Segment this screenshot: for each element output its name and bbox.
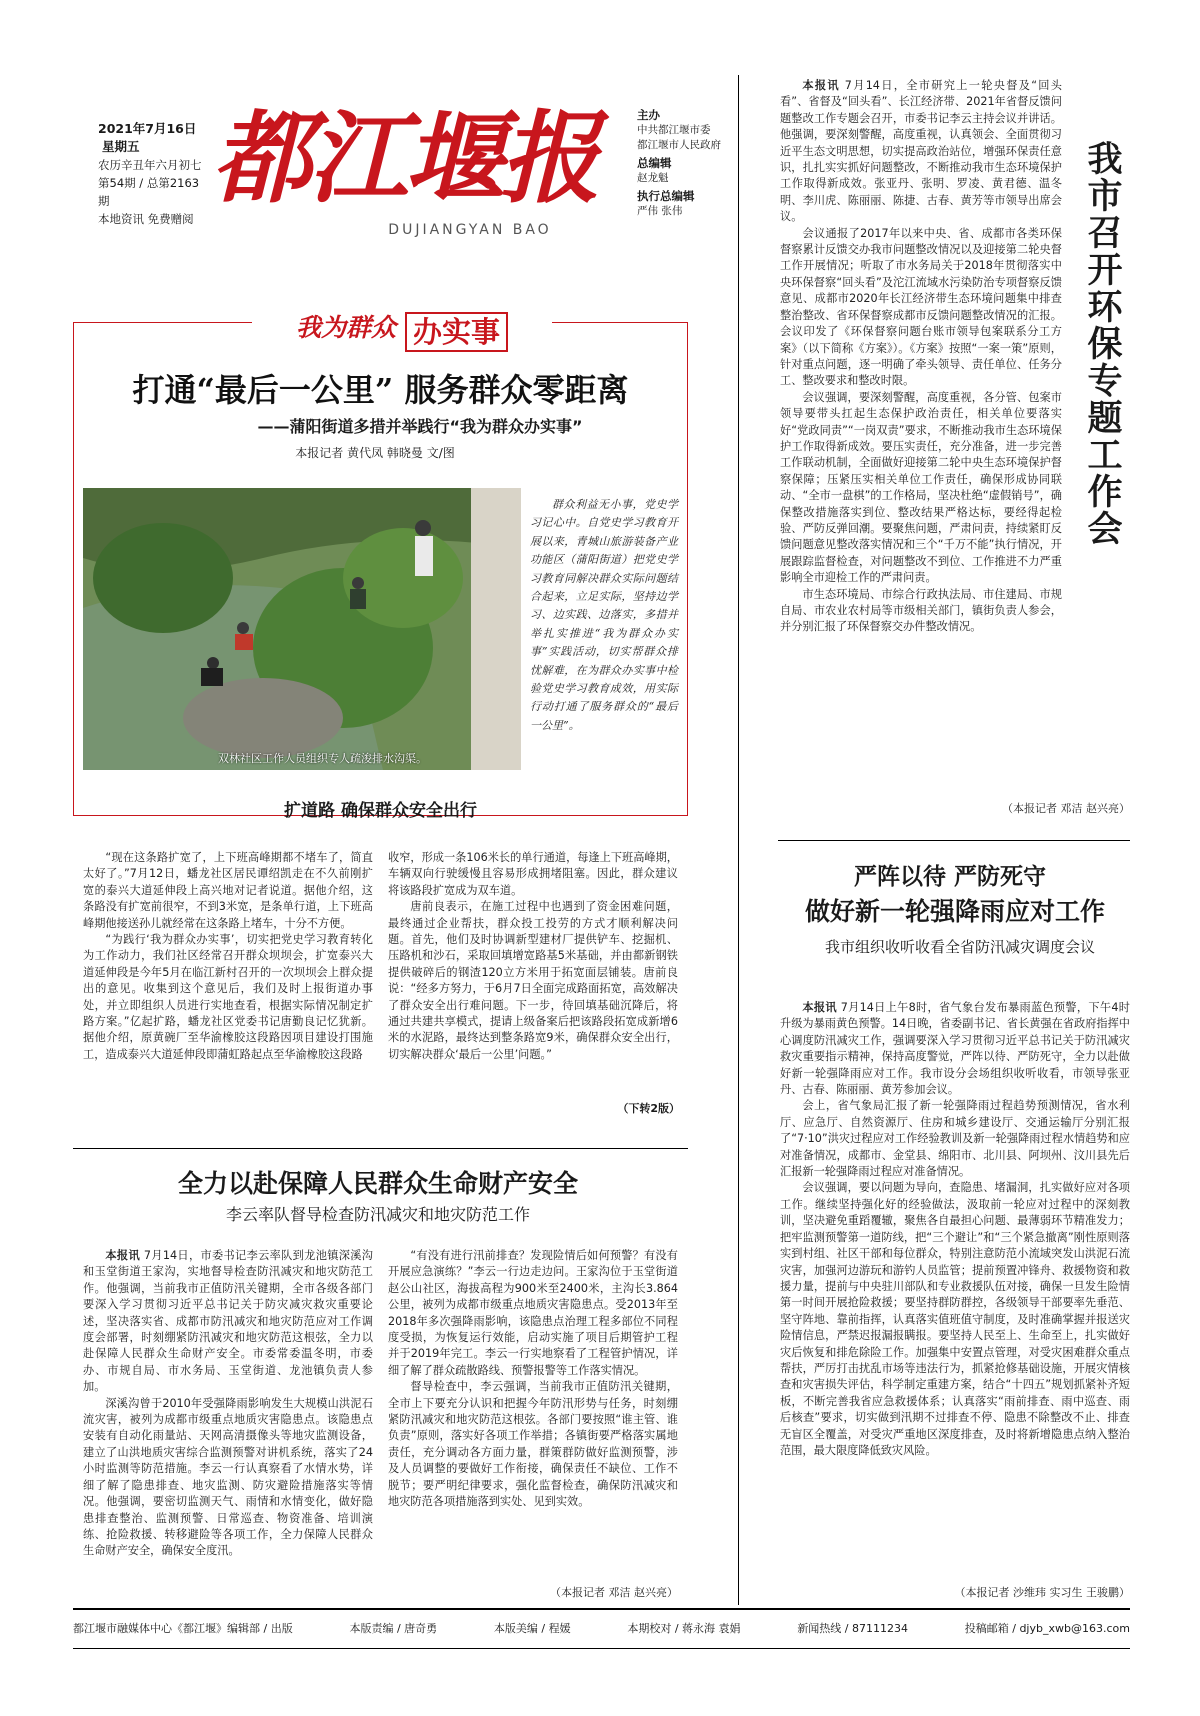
- bottom-rule-2: [73, 1648, 1130, 1649]
- right-story-byline: （本报记者 邓洁 赵兴亮）: [1002, 802, 1130, 815]
- bottom-story-byline: （本报记者 邓洁 赵兴亮）: [550, 1586, 678, 1599]
- lead-story-photo: [83, 488, 521, 770]
- bottom-story-title: 全力以赴保障人民群众生命财产安全: [177, 1169, 578, 1198]
- bottom-col1-p1-text: 7月14日，市委书记李云率队到龙池镇深溪沟和玉堂街道王家沟，实地督导检查防汛减灾和地灾防范工作。他强调，当前我市正值防汛关键期，全市各级各部门要深入学习贯彻习近平总书记关于防灾减灾救灾重要论述，坚决落实省、成都市防汛减灾和地灾防范应对工作调度会部署，时刻绷紧防汛减灾和地灾防范这根弦，全力以赴保障人民群众生命财产安全。市委常委温冬明，市委办、市规自局、市水务局、玉堂街道、龙池镇负责人参加。: [83, 1249, 373, 1394]
- footer: [73, 1618, 1130, 1640]
- lead-col1-p2: “为践行‘我为群众办实事’，切实把党史学习教育转化为工作动力，我们社区经常召开群众坝坝会，扩宽泰兴大道延伸段是今年5月在临江新村召开的一次坝坝会上群众提出的意见。收集到这个意见后，我们及时上报街道办事处，并立即组织人员进行实地查看，根据实际情况制定扩路方案。”亿起扩路，蟠龙社区党委书记唐勤良记忆犹新。据他介绍，原黄碗厂至华渝橡胶这段路因项目建设打围施工，造成泰兴大道延伸段即蒲虹路起点至华渝橡胶这段路: [83, 933, 373, 1061]
- flood-story-subtitle: 我市组织收听收看全省防汛减灾调度会议: [825, 938, 1096, 956]
- bottom-story-subtitle: 李云率队督导检查防汛减灾和地灾防范工作: [225, 1205, 530, 1224]
- right-story-p1-text: 7月14日，全市研究上一轮央督及“回头看”、省督及“回头看”、长江经济带、2021年省督反馈问题整改工作专题会召开，市委书记李云主持会议并讲话。他强调，要深刻警醒，高度重视，认真领会、全面贯彻习近平生态文明思想，切实提高政治站位，增强环保责任意识，扎扎实实抓好问题整改，不断推动我市生态环境保护工作取得新成效。张亚丹、张明、罗凌、黄君德、温冬明、李川虎、陈丽丽、陈捷、古春、黄芳等市领导出席会议。: [780, 79, 1062, 224]
- banner: [252, 308, 552, 350]
- right-story-p2: 会议通报了2017年以来中央、省、成都市各类环保督察累计反馈交办我市问题整改情况以及迎接第二轮央督工作开展情况；听取了市水务局关于2018年贯彻落实中央环保督察“回头看”及沱江流域水污染防治专项督察反馈意见、成都市2020年长江经济带生态环境问题集中排查整治整改、省环保督察成都市反馈问题整改情况的汇报。会议印发了《环保督察问题台账市领导包案联系分工方案》（以下简称《方案》）。《方案》按照“一案一策”原则，针对重点问题，逐一明确了牵头领导、责任单位、任务分工、整改要求和整改时限。: [780, 226, 1062, 388]
- exec-name: 严伟 张伟: [637, 205, 683, 217]
- footer-hotline: 新闻热线 / 87111234: [797, 1622, 908, 1635]
- footer-editor: 本版责编 / 唐奇勇: [349, 1622, 438, 1635]
- flood-story-title-1: 严阵以待 严防死守: [853, 863, 1046, 890]
- bottom-col1-p1: [83, 1248, 373, 1396]
- exec-label: 执行总编辑: [637, 189, 695, 203]
- bottom-col2-p2: 督导检查中，李云强调，当前我市正值防汛关键期，全市上下要充分认识和把握今年防汛形势与任务，时刻绷紧防汛减灾和地灾防范这根弦。各部门要按照“谁主管、谁负责”原则，落实好各项工作举措；各镇街要严格落实属地责任，充分调动各方面力量，群策群防做好监测预警，涉及人员调整的要做好工作衔接，确保责任不缺位、工作不脱节；要严明纪律要求，强化监督检查，确保防汛减灾和地灾防范各项措施落到实处、见到实效。: [388, 1380, 678, 1509]
- footer-publisher: 都江堰市融媒体中心《都江堰》编辑部 / 出版: [73, 1622, 293, 1635]
- lead-story-section-heading: 扩道路 确保群众安全出行: [284, 801, 477, 821]
- photo-caption: 双林社区工作人员组织专人疏浚排水沟渠。: [218, 752, 427, 765]
- bottom-col2-p1: “有没有进行汛前排查？发现险情后如何预警？有没有开展应急演练？”李云一行边走边问。王家沟位于玉堂街道赵公山社区，海拔高程为900米至2400米，主沟长3.864公里，被列为成都市级重点地质灾害隐患点。受2013年至2018年多次强降雨影响，该隐患点治理工程多部位不同程度受损，为恢复运行效能，启动实施了项目后期管护工程并于2019年完工。李云一行实地察看了工程管护情况，详细了解了群众疏散路线、预警报警等工作落实情况。: [388, 1249, 678, 1377]
- right-story-p3: 会议强调，要深刻警醒，高度重视，各分管、包案市领导要带头扛起生态保护政治责任，相关单位要落实好“党政同责”“一岗双责”要求，不断推动我市生态环境保护工作取得新成效。要压实责任，充分准备，进一步完善工作联动机制，全面做好迎接第二轮中央生态环境保护督察保障；压紧压实相关单位工作责任，确保形成协同联动、“全市一盘棋”的工作格局，坚决杜绝“虚假销号”，确保整改措施落实到位、整改结果严格达标，要经得起检验、严防反弹回潮。要聚焦问题，严肃问责，持续紧盯反馈问题意见整改落实情况和三个“千万不能”执行情况，开展跟踪监督检查，对问题整改不到位、工作推进不力严重影响全市迎检工作的严肃问责。: [780, 390, 1062, 585]
- right-story-tag: 本报讯: [802, 79, 840, 92]
- flood-story-body: [780, 1000, 1130, 1459]
- masthead-free: 本地资讯 免费赠阅: [98, 212, 194, 226]
- lead-story-subtitle: ——蒲阳街道多措并举践行“我为群众办实事”: [257, 417, 583, 436]
- masthead-date-block: [98, 120, 203, 228]
- lead-story-continue: （下转2版）: [617, 1102, 680, 1115]
- lead-story-col1: [83, 850, 373, 1063]
- flood-story-title-2: 做好新一轮强降雨应对工作: [804, 897, 1105, 926]
- right-story-p1: [780, 78, 1062, 226]
- right-story-title: 我市召开环保专题工作会: [1082, 140, 1123, 547]
- footer-proof: 本期校对 / 蒋永海 袁娟: [627, 1622, 741, 1635]
- column-divider: [738, 75, 739, 1605]
- bottom-story-col2: [388, 1248, 678, 1511]
- bottom-rule-1: [73, 1608, 1130, 1610]
- masthead-title: 都江堰报: [212, 99, 596, 217]
- masthead-weekday: 星期五: [102, 139, 140, 154]
- masthead-pinyin: DUJIANGYAN BAO: [388, 222, 552, 238]
- masthead-sponsor-block: [637, 108, 732, 219]
- sponsor-2: 都江堰市人民政府: [637, 139, 721, 151]
- lead-col1-p1: “现在这条路扩宽了，上下班高峰期都不堵车了，简直太好了。”7月12日，蟠龙社区居民谭绍凯走在不久前刚扩宽的泰兴大道延伸段上高兴地对记者说道。据他介绍，这条路没有扩宽前很窄，不到3米宽，是条单行道，上下班高峰期他接送孙儿就经常在这条路上堵车，十分不方便。: [83, 851, 373, 930]
- bottom-story-tag: 本报讯: [105, 1249, 140, 1262]
- sponsor-label: 主办: [637, 108, 660, 122]
- flood-story-byline: （本报记者 沙维玮 实习生 王骏鹏）: [954, 1586, 1130, 1599]
- flood-story-p1-text: 7月14日上午8时，省气象台发布暴雨蓝色预警，下午4时升级为暴雨黄色预警。14日晚，省委副书记、省长黄强在省政府指挥中心调度防汛减灾工作，强调要深入学习贯彻习近平总书记关于防汛减灾救灾重要指示精神，保持高度警觉，严阵以待、严防死守，全力以赴做好新一轮强降雨应对工作。我市设分会场组织收听收看，市领导张亚丹、古春、陈丽丽、黄芳参加会议。: [780, 1001, 1130, 1097]
- editor-label: 总编辑: [637, 156, 672, 170]
- banner-part2: 办实事: [405, 312, 508, 352]
- flood-story-p3: 会议强调，要以问题为导向，查隐患、堵漏洞，扎实做好应对各项工作。继续坚持强化好的经验做法，汲取前一轮应对过程中的深刻教训，坚决避免重蹈覆辙，聚焦各自最担心问题、最薄弱环节精准发力；把牢监测预警第一道防线，把“三个避让”和“三个紧急撤离”刚性原则落实到村组、社区干部和每位群众，特别注意防范小流域突发山洪泥石流灾害，加强河边游玩和游钓人员监管；提前预置冲锋舟、救援物资和救援力量，提前与中央驻川部队和专业救援队伍对接，确保一旦发生险情第一时间开展抢险救援；要坚持群防群控，各级领导干部要率先垂范、坚守阵地、靠前指挥，认真落实值班值守制度，及时准确掌握并报送灾险情信息，严禁迟报漏报瞒报。要坚持人民至上、生命至上，扎实做好灾后恢复和排危除险工作。加强集中安置点管理，对受灾困难群众重点帮扶，严厉打击扰乱市场等违法行为，抓紧抢修基础设施，开展灾情核查和灾害损失评估，科学制定重建方案，结合“十四五”规划抓紧补齐短板，不断完善我省应急救援体系；认真落实“雨前排查、雨中巡查、雨后核查”要求，切实做到汛期不过排查不停、隐患不除整改不止、排查无盲区全覆盖，对受灾严重地区深度排查，及时将新增隐患点纳入整治范围，最大限度降低致灾风险。: [780, 1181, 1130, 1457]
- right-story-body: [780, 78, 1062, 636]
- flood-story-p1: [780, 1000, 1130, 1098]
- masthead-date: 2021年7月16日: [98, 121, 197, 136]
- bottom-col1-p2: 深溪沟曾于2010年受强降雨影响发生大规模山洪泥石流灾害，被列为成都市级重点地质灾害隐患点。该隐患点安装有自动化雨量站、天网高清摄像头等地灾监测设备，建立了山洪地质灾害综合监测预警对讲机系统，落实了24小时监测等防范措施。李云一行认真察看了水情水势，详细了解了隐患排查、地灾监测、防灾避险措施落实等情况。他强调，要密切监测天气、雨情和水情变化，做好隐患排查整治、监测预警、日常巡查、物资准备、培训演练、抢险救援、转移避险等各项工作，全力保障人民群众生命财产安全，确保安全度汛。: [83, 1396, 373, 1558]
- lead-story-intro: 群众利益无小事，党史学习记心中。自党史学习教育开展以来，青城山旅游装备产业功能区（蒲阳街道）把党史学习教育同解决群众实际问题结合起来，立足实际，坚持边学习、边实践、边落实，多措并举扎实推进“我为群众办实事”实践活动，切实帮群众排忧解难，在为群众办实事中检验党史学习教育成效，用实际行动打通了服务群众的“最后一公里”。: [530, 498, 678, 732]
- lead-story-col2: [388, 850, 678, 1063]
- left-section-divider: [73, 1148, 688, 1149]
- photo-illustration: [83, 488, 521, 770]
- editor-name: 赵龙魁: [637, 172, 669, 184]
- lead-col2-p2: 唐前良表示，在施工过程中也遇到了资金困难问题，最终通过企业帮扶，群众投工投劳的方式才顺利解决问题。首先，他们及时协调新型建材厂提供铲车、挖掘机、压路机和沙石，采取回填增宽路基5米基础，并由都新钢铁提供破碎后的钢渣120立方米用于拓宽面层铺装。唐前良说：“经多方努力，于6月7日全面完成路面拓宽，高效解决了群众安全出行难问题。下一步，待回填基础沉降后，将通过共建共享模式，提请上级备案后把该路段拓宽成新增6米的水泥路，最终达到整条路宽9米，确保群众安全出行，切实解决群众‘最后一公里’问题。”: [388, 900, 678, 1061]
- right-section-divider: [778, 840, 1130, 841]
- flood-story-p2: 会上，省气象局汇报了新一轮强降雨过程趋势预测情况，省水利厅、应急厅、自然资源厅、住房和城乡建设厅、交通运输厅分别汇报了“7·10”洪灾过程应对工作经验教训及新一轮强降雨过程水情趋势和应对准备情况，成都市、金堂县、绵阳市、北川县、阿坝州、汶川县先后汇报新一轮强降雨过程应对准备情况。: [780, 1099, 1130, 1179]
- flood-story-tag: 本报讯: [802, 1001, 837, 1014]
- lead-col2-p1: 收窄，形成一条106米长的单行通道，每逢上下班高峰期，车辆双向行驶缓慢且容易形成拥堵阻塞。因此，群众建议将该路段扩宽成为双车道。: [388, 851, 678, 897]
- masthead-issue: 第54期 / 总第2163期: [98, 176, 200, 208]
- banner-part1: 我为群众: [295, 313, 396, 342]
- footer-email: 投稿邮箱 / djyb_xwb@163.com: [964, 1622, 1130, 1635]
- masthead-lunar: 农历辛丑年六月初七: [98, 158, 202, 172]
- lead-story-byline: 本报记者 黄代凤 韩晓曼 文/图: [295, 446, 455, 460]
- right-story-p4: 市生态环境局、市综合行政执法局、市住建局、市规自局、市农业农村局等市级相关部门，镇街负责人参会，并分别汇报了环保督察交办件整改情况。: [780, 587, 1062, 634]
- bottom-story-col1: [83, 1248, 373, 1560]
- lead-story-title: 打通“最后一公里” 服务群众零距离: [132, 371, 629, 409]
- footer-designer: 本版美编 / 程媛: [493, 1622, 571, 1635]
- sponsor-1: 中共都江堰市委: [637, 124, 711, 136]
